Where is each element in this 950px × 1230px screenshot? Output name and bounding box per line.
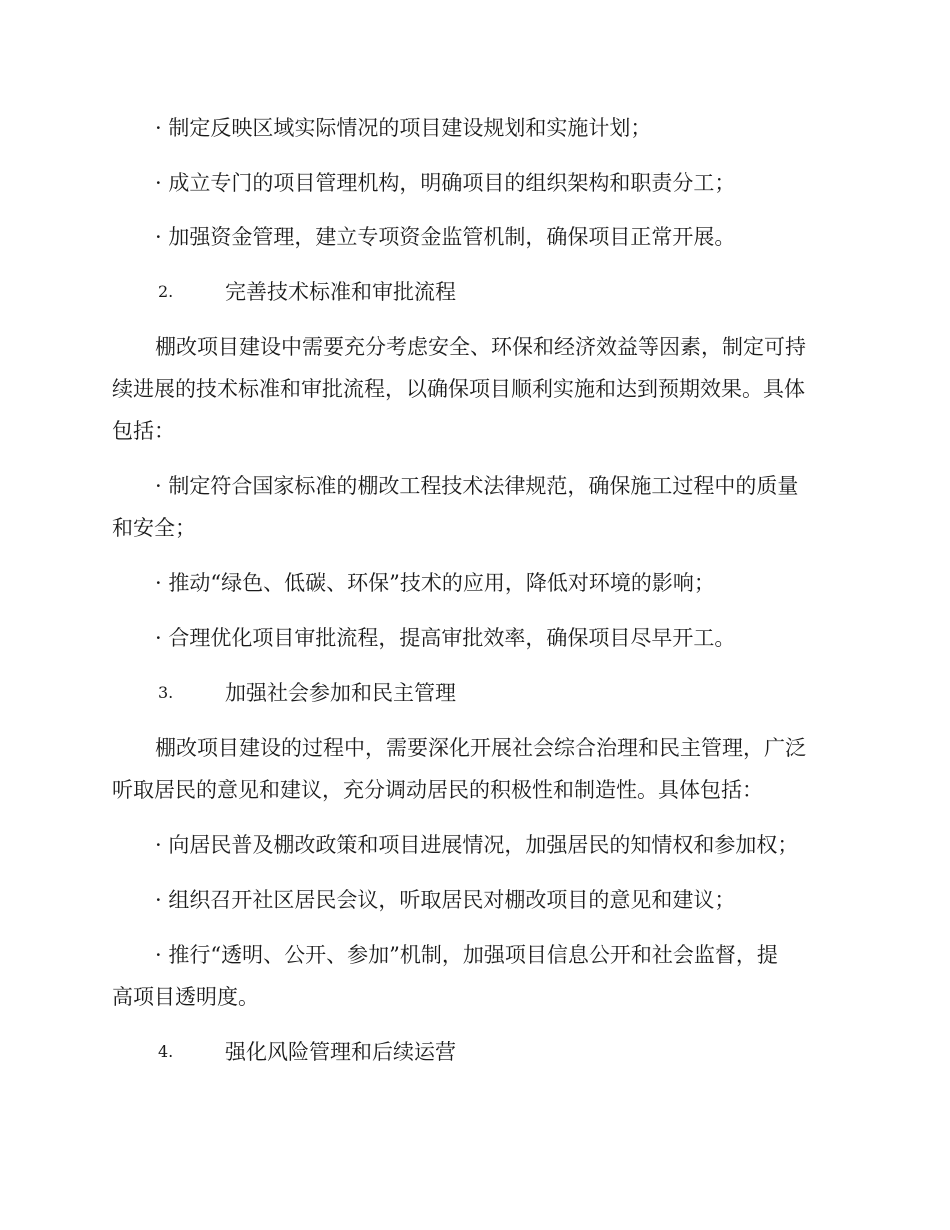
- section-number: 3.: [158, 683, 174, 702]
- bullet-item: · 合理优化项目审批流程，提高审批效率，确保项目尽早开工。: [155, 626, 736, 650]
- bullet-item: · 制定符合国家标准的棚改工程技术法律规范，确保施工过程中的质量: [155, 474, 799, 498]
- bullet-item: · 推动“绿色、低碳、环保”技术的应用，降低对环境的影响；: [155, 571, 715, 595]
- bullet-item: · 制定反映区域实际情况的项目建设规划和实施计划；: [155, 116, 652, 140]
- paragraph-line: 续进展的技术标准和审批流程，以确保项目顺利实施和达到预期效果。具体: [112, 377, 805, 401]
- section-heading: 加强社会参加和民主管理: [225, 681, 456, 705]
- bullet-item: · 成立专门的项目管理机构，明确项目的组织架构和职责分工；: [155, 171, 736, 195]
- section-heading: 强化风险管理和后续运营: [225, 1040, 456, 1064]
- bullet-item-continuation: 高项目透明度。: [112, 985, 259, 1009]
- paragraph-line: 听取居民的意见和建议，充分调动居民的积极性和制造性。具体包括：: [112, 778, 763, 802]
- bullet-item: · 加强资金管理，建立专项资金监管机制，确保项目正常开展。: [155, 225, 736, 249]
- section-heading: 完善技术标准和审批流程: [225, 280, 456, 304]
- bullet-item: · 推行“透明、公开、参加”机制，加强项目信息公开和社会监督，提: [155, 943, 778, 967]
- paragraph-line: 包括：: [112, 419, 175, 443]
- section-number: 2.: [158, 282, 174, 301]
- bullet-item-continuation: 和安全；: [112, 516, 196, 540]
- section-number: 4.: [158, 1042, 174, 1061]
- paragraph-line: 棚改项目建设的过程中，需要深化开展社会综合治理和民主管理，广泛: [155, 736, 806, 760]
- bullet-item: · 向居民普及棚改政策和项目进展情况，加强居民的知情权和参加权；: [155, 833, 799, 857]
- bullet-item: · 组织召开社区居民会议，听取居民对棚改项目的意见和建议；: [155, 888, 736, 912]
- paragraph-line: 棚改项目建设中需要充分考虑安全、环保和经济效益等因素，制定可持: [155, 335, 806, 359]
